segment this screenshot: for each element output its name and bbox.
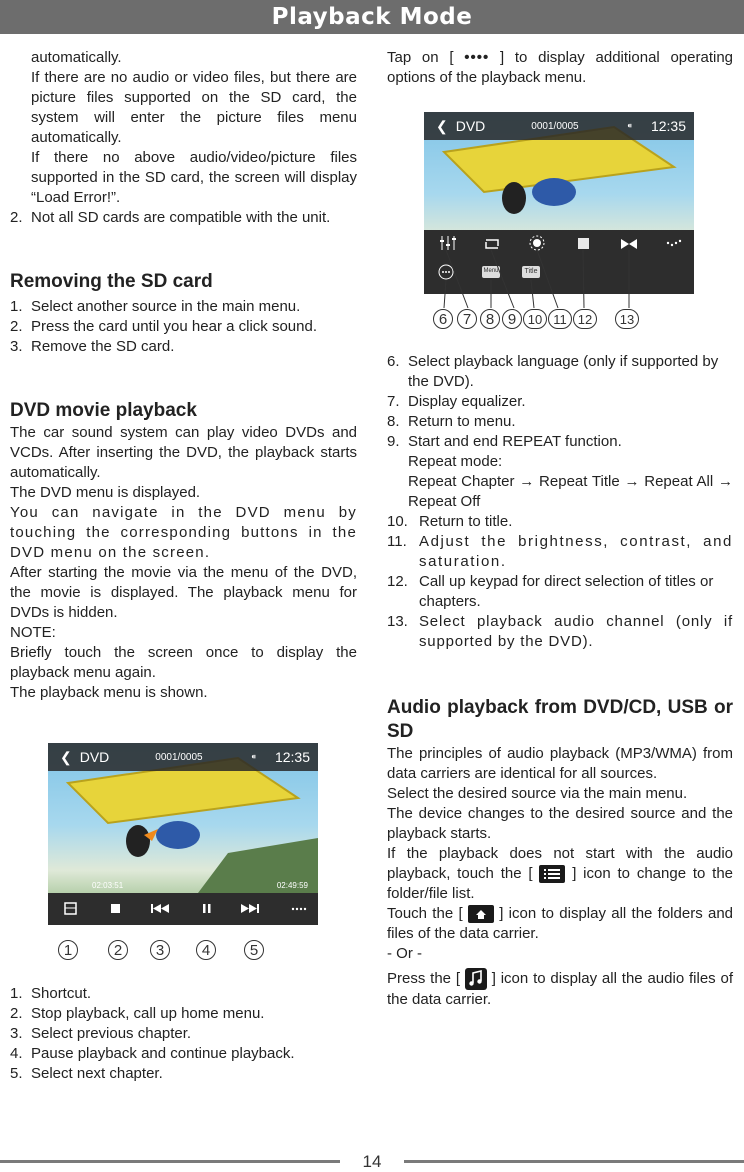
section-heading-dvd: DVD movie playback — [10, 400, 197, 421]
list-text: Not all SD cards are compatible with the unit. — [31, 209, 331, 226]
next-chapter-icon[interactable] — [241, 904, 259, 913]
stop-icon[interactable] — [111, 904, 120, 913]
audio-paragraph: Select the desired source via the main menu. — [387, 785, 688, 802]
list-number: 2. — [10, 318, 23, 335]
note-label: NOTE: — [10, 624, 56, 641]
footer-rule-left — [0, 1160, 340, 1163]
list-item — [10, 297, 357, 317]
bluetooth-icon: ⁌ — [250, 750, 257, 764]
list-item — [10, 1064, 357, 1084]
list-item — [10, 317, 357, 337]
back-icon[interactable]: ❮ — [60, 748, 72, 765]
dvd-playback-screenshot — [48, 743, 318, 925]
list-number: 3. — [10, 1025, 23, 1042]
title-button[interactable]: Title — [524, 268, 538, 275]
list-number: 3. — [10, 338, 23, 355]
list-text: Stop playback, call up home menu. — [31, 1005, 265, 1022]
audio-paragraph — [387, 904, 733, 944]
list-text: Select another source in the main menu. — [31, 298, 301, 315]
list-text: Call up keypad for direct selection of titles or chapters. — [419, 573, 714, 610]
clock: 12:35 — [274, 749, 310, 765]
list-text: Adjust the brightness, contrast, and saturation. — [419, 533, 733, 570]
list-text: Shortcut. — [31, 985, 92, 1002]
callout: 11 — [548, 309, 572, 329]
list-text: Select previous chapter. — [31, 1025, 192, 1042]
pause-icon[interactable] — [203, 904, 211, 913]
list-text: Select playback audio channel (only if supported by the DVD). — [419, 613, 733, 650]
list-item — [10, 984, 357, 1004]
sd-intro — [10, 48, 357, 208]
footer-rule-right — [404, 1160, 744, 1163]
list-item — [387, 352, 733, 392]
list-number: 2. — [10, 1005, 23, 1022]
time-elapsed: 02:03:51 — [92, 881, 124, 890]
callout-row-right — [433, 309, 643, 331]
bluetooth-icon: ⁌ — [626, 119, 633, 133]
callout: 6 — [433, 309, 453, 329]
list-item — [387, 512, 733, 532]
dvd-paragraph: The DVD menu is displayed. — [10, 484, 201, 501]
list-text: Return to title. — [419, 513, 513, 530]
source-label: DVD — [455, 118, 486, 134]
audio-paragraph — [387, 844, 733, 904]
tap-text: Tap on [ — [387, 49, 454, 66]
audio-paragraph — [387, 968, 733, 1010]
callout-leader-lines — [424, 250, 694, 310]
control-bar — [48, 893, 318, 925]
brightness-icon[interactable] — [530, 236, 544, 250]
previous-chapter-icon[interactable] — [151, 904, 169, 913]
music-note-icon — [465, 968, 487, 990]
list-number: 1. — [10, 985, 23, 1002]
callout: 5 — [244, 940, 264, 960]
callout: 3 — [150, 940, 170, 960]
callout: 2 — [108, 940, 128, 960]
audio-channel-icon[interactable] — [621, 239, 637, 249]
list-number: 2. — [10, 209, 23, 226]
section-heading-audio: Audio playback from DVD/CD, USB or SD — [387, 697, 733, 742]
more-icon[interactable] — [667, 240, 681, 246]
clock: 12:35 — [650, 118, 686, 134]
callout: 13 — [615, 309, 639, 329]
list-item — [387, 412, 733, 432]
list-item — [387, 392, 733, 412]
list-text: Remove the SD card. — [31, 338, 175, 355]
callout: 10 — [523, 309, 547, 329]
list-number: 7. — [387, 393, 400, 410]
extended-controls-list — [387, 352, 733, 652]
left-column — [10, 48, 357, 703]
or-separator: - Or - — [387, 945, 422, 962]
list-number: 12. — [387, 573, 408, 590]
page-number: 14 — [362, 1152, 382, 1171]
tap-text: ] to display additional operating options of the playback menu. — [387, 49, 734, 86]
more-options-icon: •••• — [464, 49, 490, 66]
list-number: 5. — [10, 1065, 23, 1082]
audio-text: Touch the [ — [387, 905, 463, 922]
list-text: Display equalizer. — [408, 393, 526, 410]
list-text: Press the card until you hear a click sound. — [31, 318, 317, 335]
list-item — [10, 1024, 357, 1044]
back-icon[interactable]: ❮ — [436, 117, 448, 134]
list-text: Select next chapter. — [31, 1065, 163, 1082]
list-number: 13. — [387, 613, 408, 630]
shortcut-icon[interactable] — [65, 903, 76, 914]
repeat-mode-block — [387, 452, 733, 512]
tap-more-paragraph — [387, 48, 733, 88]
audio-text: ] icon to change to the folder/file list. — [387, 865, 734, 902]
section-heading-removing: Removing the SD card — [10, 271, 213, 292]
callout: 1 — [58, 940, 78, 960]
list-number: 11. — [387, 533, 407, 550]
intro-paragraph: If there are no audio or video files, but there are picture files supported on the SD card, the system will enter the picture files menu automatically. — [31, 69, 357, 146]
audio-text: If the playback does not start with the audio playback, touch the [ — [387, 845, 733, 882]
intro-paragraph: If there no above audio/video/picture files supported in the SD card, the screen will display “Load Error!”. — [31, 149, 357, 206]
list-text: Return to menu. — [408, 413, 516, 430]
screen-top-bar — [424, 112, 694, 140]
repeat-mode-label: Repeat mode: — [408, 453, 503, 470]
callout: 4 — [196, 940, 216, 960]
menu-button[interactable]: Menu — [483, 268, 499, 274]
callout: 7 — [457, 309, 477, 329]
list-item — [387, 532, 733, 572]
list-item — [387, 612, 733, 652]
list-item — [387, 432, 733, 452]
callout-row-left — [58, 940, 268, 962]
page-header — [0, 0, 744, 34]
list-text: Select playback language (only if supported by the DVD). — [408, 353, 719, 390]
audio-paragraph: The device changes to the desired source and the playback starts. — [387, 805, 733, 842]
callout: 8 — [480, 309, 500, 329]
source-label: DVD — [79, 749, 110, 765]
screen-top-bar — [48, 743, 318, 771]
playback-controls-list — [10, 984, 357, 1084]
folder-icon — [468, 905, 494, 923]
audio-paragraph: The principles of audio playback (MP3/WMA) from data carriers are identical for all sources. — [387, 745, 733, 782]
repeat-mode-sequence: Repeat Chapter → Repeat Title → Repeat All → Repeat Off — [408, 473, 733, 510]
dvd-paragraph: Briefly touch the screen once to display the playback menu again. — [10, 644, 357, 681]
track-counter: 0001/0005 — [531, 120, 579, 132]
page-title: Playback Mode — [271, 4, 473, 30]
list-number: 10. — [387, 513, 408, 530]
list-number: 1. — [10, 298, 23, 315]
callout: 12 — [573, 309, 597, 329]
list-number: 9. — [387, 433, 400, 450]
list-number: 4. — [10, 1045, 23, 1062]
list-item — [387, 572, 733, 612]
list-number: 6. — [387, 353, 400, 370]
repeat-icon[interactable] — [486, 240, 498, 248]
list-item — [10, 337, 357, 357]
audio-text: Press the [ — [387, 969, 461, 987]
intro-line: automatically. — [31, 49, 122, 66]
list-text: Pause playback and continue playback. — [31, 1045, 295, 1062]
list-item — [10, 1004, 357, 1024]
more-options-icon[interactable] — [292, 908, 306, 910]
list-text: Start and end REPEAT function. — [408, 433, 622, 450]
list-item — [10, 1044, 357, 1064]
dvd-paragraph: You can navigate in the DVD menu by touching the corresponding buttons in the DVD menu on the screen. — [10, 504, 357, 561]
list-number: 8. — [387, 413, 400, 430]
callout: 9 — [502, 309, 522, 329]
track-counter: 0001/0005 — [155, 751, 203, 763]
time-total: 02:49:59 — [276, 881, 308, 890]
equalizer-icon[interactable] — [440, 236, 456, 250]
audio-section — [387, 696, 733, 1010]
file-list-icon — [539, 865, 565, 883]
keypad-icon[interactable] — [578, 238, 589, 249]
list-item — [10, 208, 357, 228]
audio-text: ] icon to display all the folders and files of the data carrier. — [387, 905, 734, 942]
dvd-paragraph: After starting the movie via the menu of the DVD, the movie is displayed. The playback menu for DVDs is hidden. — [10, 564, 357, 621]
dvd-paragraph: The playback menu is shown. — [10, 684, 208, 701]
dvd-paragraph: The car sound system can play video DVDs and VCDs. After inserting the DVD, the playback starts automatically. — [10, 424, 357, 481]
audio-text: ] icon to display all the audio files of the data carrier. — [387, 969, 734, 1008]
